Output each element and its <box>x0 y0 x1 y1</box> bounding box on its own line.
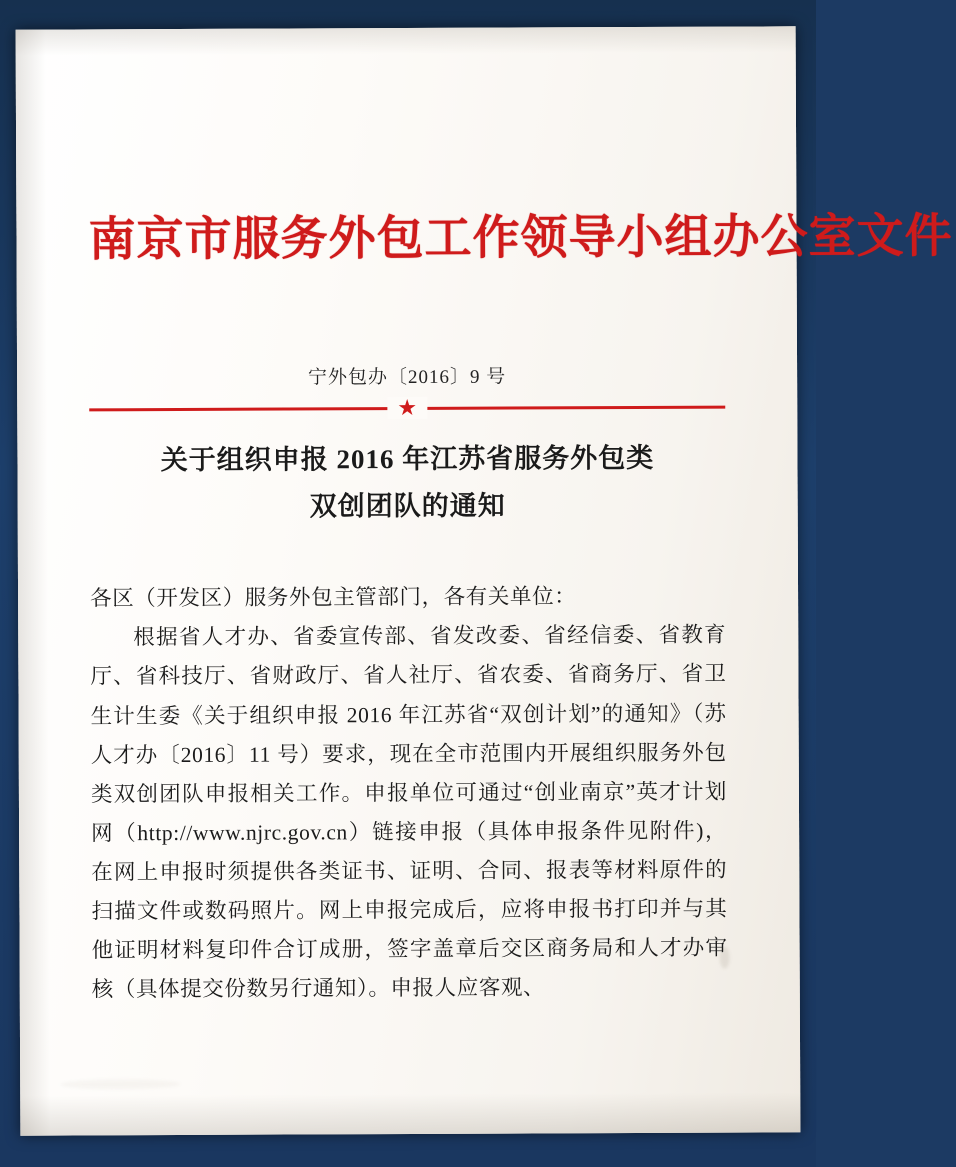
document-title-line-1: 关于组织申报 2016 年江苏省服务外包类 <box>160 442 655 475</box>
paper-shading-bottom <box>20 1092 800 1135</box>
red-divider-rule <box>89 395 725 421</box>
body-paragraph-main: 根据省人才办、省委宣传部、省发改委、省经信委、省教育厅、省科技厅、省财政厅、省人社厅、省农委、省商务厅、省卫生计生委《关于组织申报 2016 年江苏省“双创计划”的通知》（苏人才办〔2016〕11 号）要求，现在全市范围内开展组织服务外包类双创团队申报相关工作。申报单位可通过“创业南京”英才计划网（http://www.njrc.gov.cn）链接申报（具体申报条件见附件)，在网上申报时须提供各类证书、证明、合同、报表等材料原件的扫描文件或数码照片。网上申报完成后，应将申报书打印并与其他证明材料复印件合订成册，签字盖章后交区商务局和人才办审核（具体提交份数另行通知）。申报人应客观、 <box>90 622 728 1002</box>
star-icon: ★ <box>387 397 427 419</box>
document-title <box>89 434 725 531</box>
document-content <box>88 27 953 1010</box>
scanned-document-page <box>16 26 953 1135</box>
paper-shading-left <box>16 30 51 1136</box>
page-surface <box>16 26 953 1135</box>
document-body <box>90 577 728 1010</box>
document-title-line-2: 双创团队的通知 <box>309 490 506 522</box>
scan-artifact <box>60 1079 180 1090</box>
document-number: 宁外包办〔2016〕9 号 <box>307 366 507 389</box>
body-paragraph-salutation: 各区（开发区）服务外包主管部门，各有关单位： <box>90 584 577 611</box>
document-header-title: 南京市服务外包工作领导小组办公室文件 <box>88 210 953 267</box>
